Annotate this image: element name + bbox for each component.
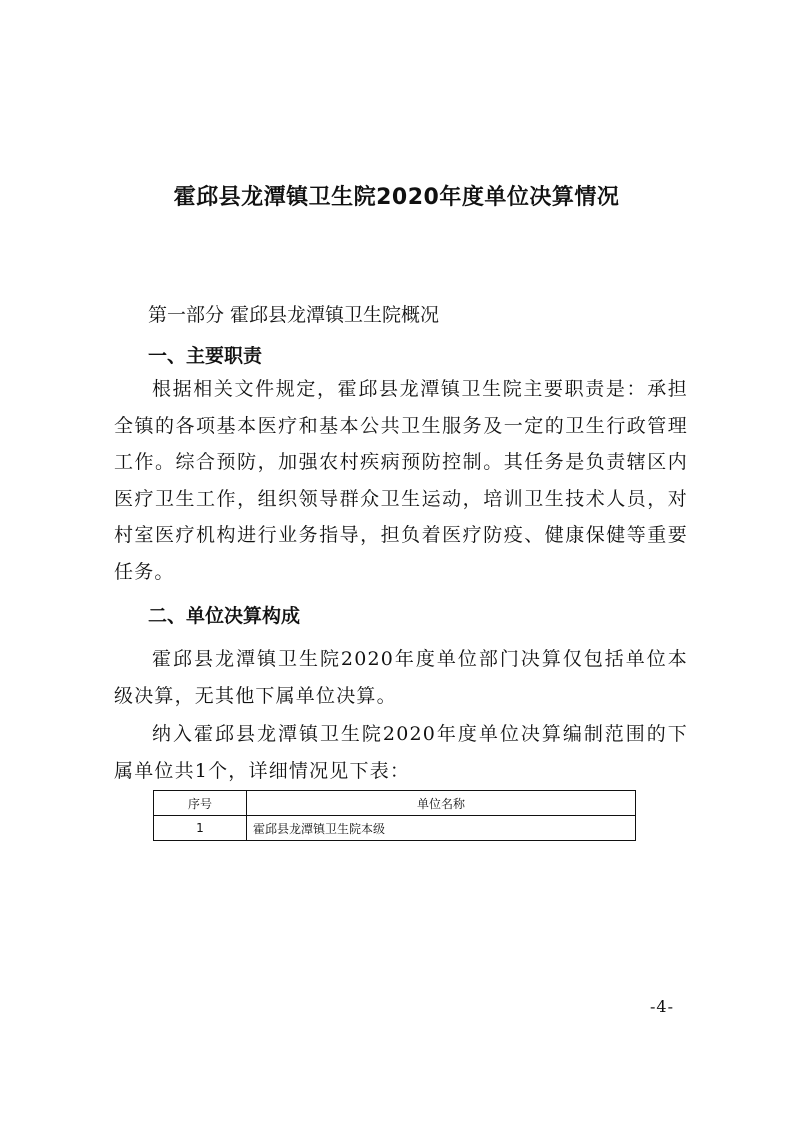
units-table <box>153 790 636 841</box>
table-header-row <box>154 791 636 816</box>
section2-heading: 二、单位决算构成 <box>148 605 301 627</box>
header-seq: 序号 <box>154 791 247 816</box>
cell-unit-name: 霍邱县龙潭镇卫生院本级 <box>247 816 636 841</box>
section2-paragraph-2: 纳入霍邱县龙潭镇卫生院2020年度单位决算编制范围的下属单位共1个，详细情况见下表： <box>114 723 688 782</box>
page-number: -4- <box>650 997 674 1016</box>
document-title: 霍邱县龙潭镇卫生院2020年度单位决算情况 <box>173 185 620 210</box>
section2-paragraph-1: 霍邱县龙潭镇卫生院2020年度单位部门决算仅包括单位本级决算，无其他下属单位决算。 <box>114 648 688 707</box>
section1-heading: 一、主要职责 <box>148 345 263 367</box>
table-row <box>154 816 636 841</box>
cell-seq: 1 <box>154 816 247 841</box>
section1-paragraph: 根据相关文件规定，霍邱县龙潭镇卫生院主要职责是：承担全镇的各项基本医疗和基本公共卫生服务及一定的卫生行政管理工作。综合预防，加强农村疾病预防控制。其任务是负责辖区内医疗卫生工作，组织领导群众卫生运动，培训卫生技术人员，对村室医疗机构进行业务指导，担负着医疗防疫、健康保健等重要任务。 <box>114 378 688 583</box>
header-unit-name: 单位名称 <box>247 791 636 816</box>
part1-heading: 第一部分 霍邱县龙潭镇卫生院概况 <box>148 304 440 326</box>
